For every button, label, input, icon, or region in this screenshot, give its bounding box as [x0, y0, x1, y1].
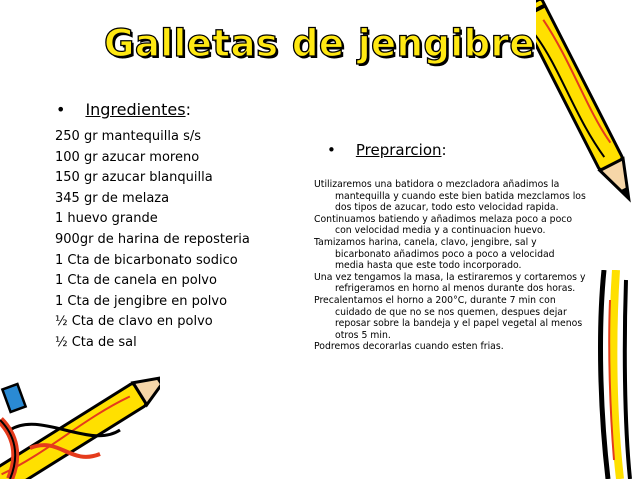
ingredient-item: ½ Cta de clavo en polvo — [55, 314, 213, 330]
ingredient-item: 1 huevo grande — [55, 211, 158, 227]
ingredient-item: 150 gr azucar blanquilla — [55, 170, 213, 186]
ingredient-item: ½ Cta de sal — [55, 334, 137, 350]
ingredient-item: 345 gr de melaza — [55, 190, 170, 206]
preparation-heading-colon: : — [441, 141, 447, 159]
ingredient-item: 100 gr azucar moreno — [55, 149, 200, 165]
ingredient-item: 1 Cta de jengibre en polvo — [55, 293, 228, 309]
preparation-bullet: • — [327, 141, 336, 159]
preparation-step: Una vez tengamos la masa, la estiraremos y cortaremos y refrigeramos en horno al menos durante dos horas. — [314, 271, 586, 295]
preparation-step: Precalentamos el horno a 200°C, durante 7 min con cuidado de que no se nos quemen, despues dejar reposar sobre la bandeja y el papel vegetal al menos otros 5 min. — [314, 294, 583, 341]
preparation-heading-label: Preprarcion — [355, 141, 442, 159]
slide-title: Galletas de jengibre — [104, 22, 535, 65]
pencil-bottom-right-icon — [590, 270, 638, 479]
ingredients-heading-colon: : — [185, 100, 191, 119]
ingredient-item: 900gr de harina de reposteria — [55, 231, 250, 247]
preparation-step: Tamizamos harina, canela, clavo, jengibre, sal y bicarbonato añadimos poco a poco a velocidad media hasta que este todo incorporado. — [314, 236, 555, 272]
pencil-left-icon — [0, 380, 60, 479]
ingredients-heading-label: Ingredientes — [85, 100, 186, 119]
ingredients-bullet: • — [56, 100, 66, 119]
preparation-heading — [327, 141, 447, 159]
ingredient-item: 250 gr mantequilla s/s — [55, 129, 201, 144]
ingredients-list — [55, 127, 250, 354]
preparation-step: Continuamos batiendo y añadimos melaza poco a poco con velocidad media y a continuacion huevo. — [314, 213, 573, 237]
ingredients-heading — [56, 100, 191, 119]
pencil-right-icon — [536, 0, 636, 215]
preparation-step: Utilizaremos una batidora o mezcladora añadimos la mantequilla y cuando este bien batida mezclamos los dos tipos de azucar, todo esto velocidad rapida. — [314, 179, 586, 214]
preparation-step: Podremos decorarlas cuando esten frias. — [314, 341, 504, 353]
ingredient-item: 1 Cta de canela en polvo — [55, 273, 217, 289]
ingredient-item: 1 Cta de bicarbonato sodico — [55, 252, 238, 268]
